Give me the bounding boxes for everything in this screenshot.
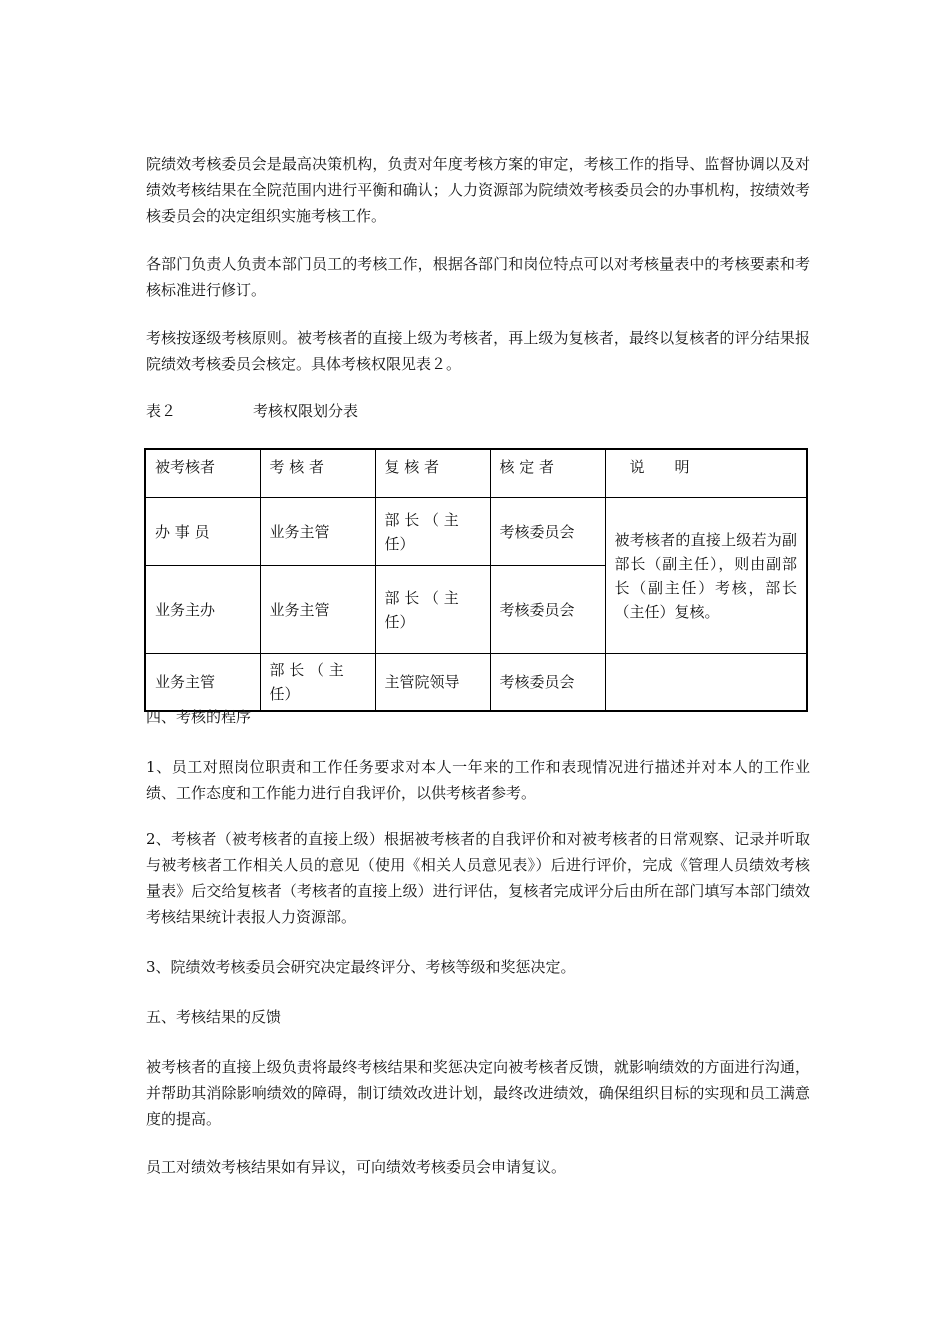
header-reviewer: 复 核 者 [375,449,490,498]
section4-item-3: 3、院绩效考核委员会研究决定最终评分、考核等级和奖惩决定。 [146,958,576,976]
header-assessee: 被考核者 [145,449,260,498]
cell-note-empty [605,654,807,712]
section5-heading: 五、考核结果的反馈 [146,1008,282,1026]
table-row [145,498,807,566]
authority-table [144,448,808,712]
cell-assessor: 部 长 （ 主 任） [260,654,375,712]
section4-heading: 四、考核的程序 [146,708,252,726]
cell-approver: 考核委员会 [490,498,605,566]
table-header-row [145,449,807,498]
header-note: 说 明 [605,449,807,498]
header-assessor: 考 核 者 [260,449,375,498]
table-row [145,654,807,712]
table-caption-title: 考核权限划分表 [253,402,359,420]
cell-assessee: 业务主管 [145,654,260,712]
cell-assessor: 业务主管 [260,498,375,566]
cell-reviewer: 主管院领导 [375,654,490,712]
cell-reviewer: 部 长 （ 主 任） [375,498,490,566]
section4-item-1: 1、员工对照岗位职责和工作任务要求对本人一年来的工作和表现情况进行描述并对本人的工作业绩、工作态度和工作能力进行自我评价，以供考核者参考。 [146,758,810,802]
paragraph-principle: 考核按逐级考核原则。被考核者的直接上级为考核者，再上级为复核者，最终以复核者的评分结果报院绩效考核委员会核定。具体考核权限见表２。 [146,329,810,373]
table-caption-label: 表２ [146,402,177,420]
table-caption [146,398,359,424]
paragraph-committee: 院绩效考核委员会是最高决策机构，负责对年度考核方案的审定，考核工作的指导、监督协调以及对绩效考核结果在全院范围内进行平衡和确认；人力资源部为院绩效考核委员会的办事机构，按绩效考核委员会的决定组织实施考核工作。 [146,155,810,225]
section4-item-2: 2、考核者（被考核者的直接上级）根据被考核者的自我评价和对被考核者的日常观察、记录并听取与被考核者工作相关人员的意见（使用《相关人员意见表》）后进行评价，完成《管理人员绩效考核量表》后交给复核者（考核者的直接上级）进行评估，复核者完成评分后由所在部门填写本部门绩效考核结果统计表报人力资源部。 [146,830,810,926]
header-approver: 核 定 者 [490,449,605,498]
cell-approver: 考核委员会 [490,654,605,712]
section5-paragraph-1: 被考核者的直接上级负责将最终考核结果和奖惩决定向被考核者反馈，就影响绩效的方面进行沟通，并帮助其消除影响绩效的障碍，制订绩效改进计划，最终改进绩效，确保组织目标的实现和员工满意度的提高。 [146,1058,810,1128]
section5-paragraph-2: 员工对绩效考核结果如有异议，可向绩效考核委员会申请复议。 [146,1158,567,1176]
paragraph-department-heads: 各部门负责人负责本部门员工的考核工作，根据各部门和岗位特点可以对考核量表中的考核要素和考核标准进行修订。 [146,255,810,299]
cell-note: 被考核者的直接上级若为副部长（副主任），则由副部长（副主任）考核，部长（主任）复核。 [605,498,807,654]
cell-reviewer: 部 长 （ 主 任） [375,566,490,654]
cell-assessor: 业务主管 [260,566,375,654]
cell-assessee: 业务主办 [145,566,260,654]
cell-assessee: 办 事 员 [145,498,260,566]
cell-approver: 考核委员会 [490,566,605,654]
